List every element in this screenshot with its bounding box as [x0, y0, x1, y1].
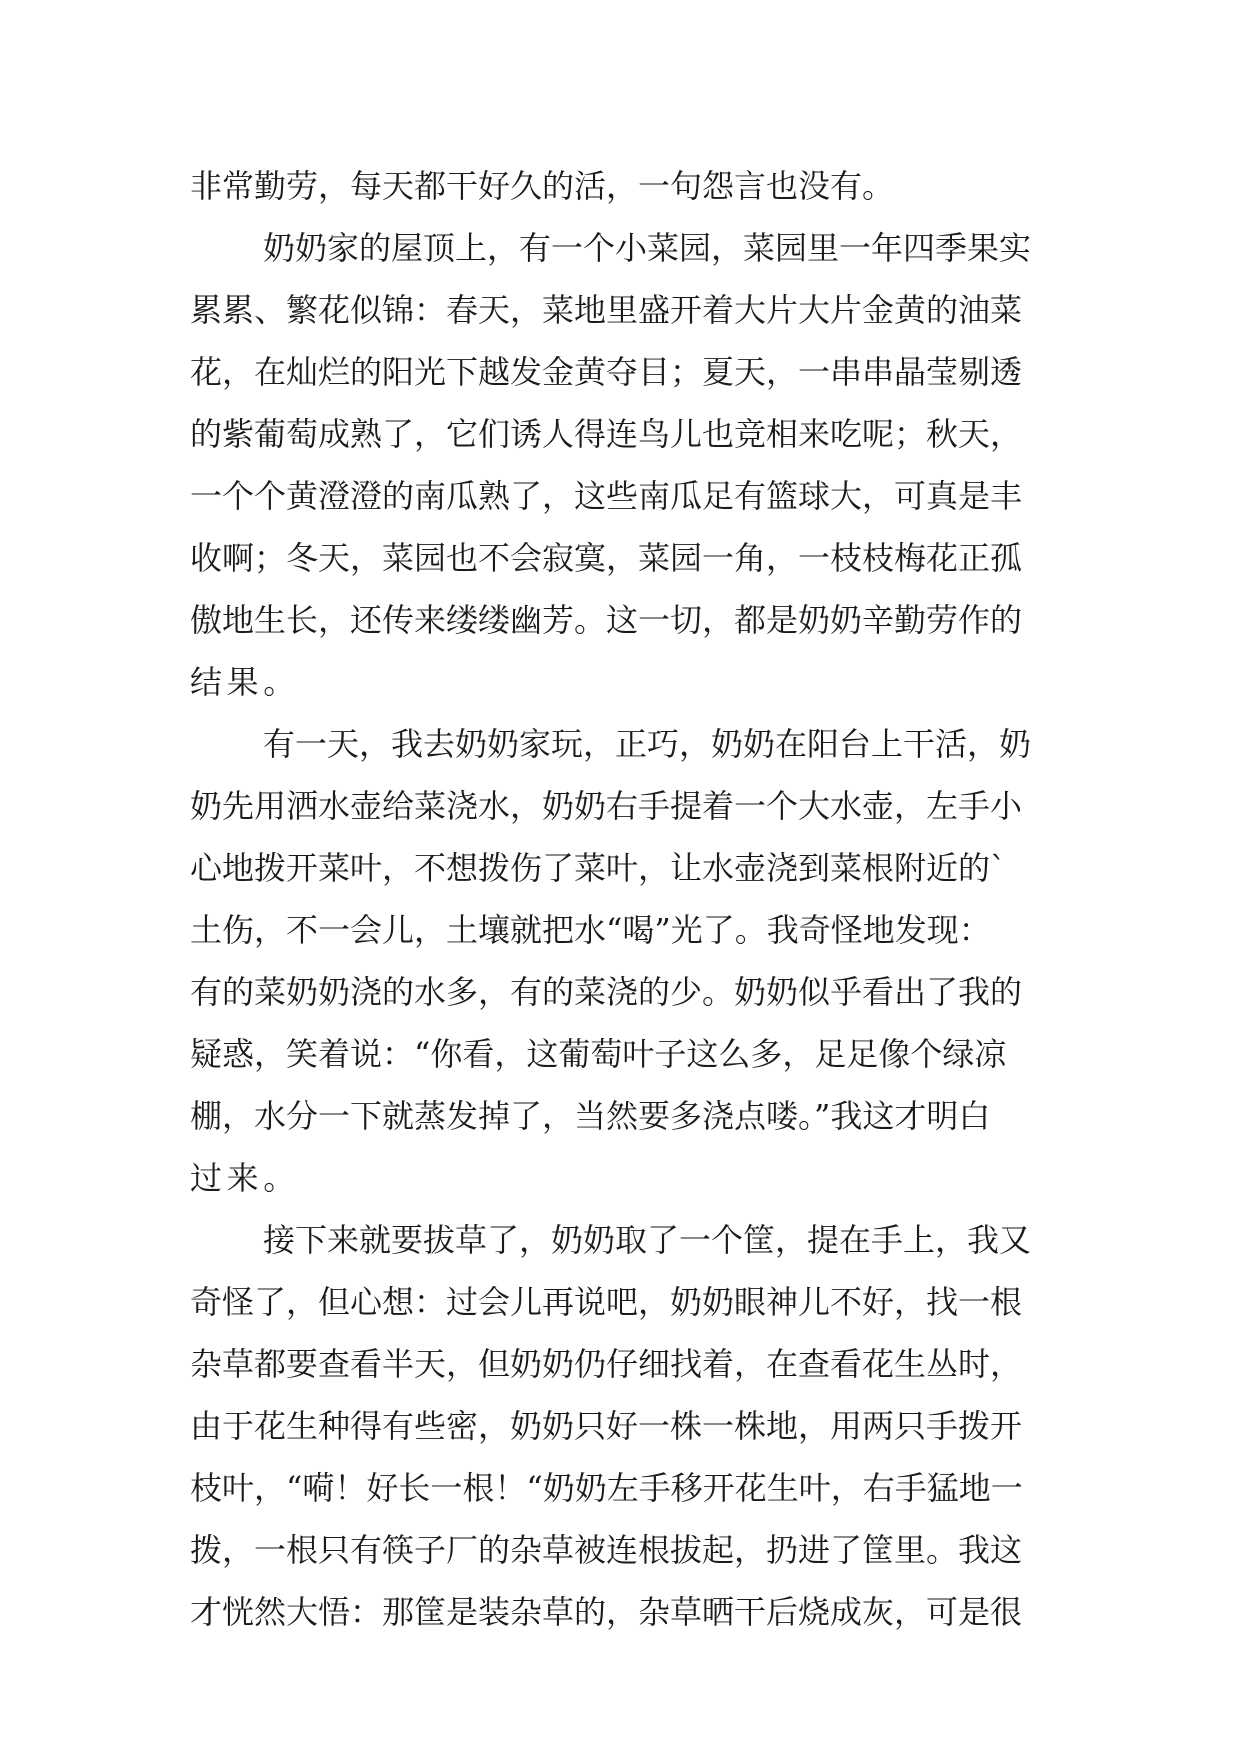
text-line: 结果。 — [190, 663, 300, 701]
text-line: 杂草都要查看半天，但奶奶仍仔细找着，在查看花生丛时， — [190, 1345, 1023, 1383]
paragraph-first-line: 奶奶家的屋顶上，有一个小菜园，菜园里一年四季果实 — [263, 229, 1032, 267]
text-line: 枝叶，“嗬！好长一根！“奶奶左手移开花生叶，右手猛地一 — [190, 1469, 1023, 1507]
text-line: 疑惑，笑着说：“你看，这葡萄叶子这么多，足足像个绿凉 — [190, 1035, 1007, 1073]
text-line: 有的菜奶奶浇的水多，有的菜浇的少。奶奶似乎看出了我的 — [190, 973, 1023, 1011]
text-line: 花，在灿烂的阳光下越发金黄夺目；夏天，一串串晶莹剔透 — [190, 353, 1023, 391]
text-line: 土伤，不一会儿，土壤就把水“喝”光了。我奇怪地发现： — [190, 911, 991, 949]
text-line: 心地拨开菜叶，不想拨伤了菜叶，让水壶浇到菜根附近的` — [190, 849, 1007, 887]
paragraph-first-line: 有一天，我去奶奶家玩，正巧，奶奶在阳台上干活，奶 — [263, 725, 1032, 763]
text-line: 才恍然大悟：那筐是装杂草的，杂草晒干后烧成灰，可是很 — [190, 1593, 1023, 1631]
text-line: 的紫葡萄成熟了，它们诱人得连鸟儿也竞相来吃呢；秋天， — [190, 415, 1023, 453]
essay-body — [190, 155, 1070, 1643]
paragraph-first-line: 接下来就要拔草了，奶奶取了一个筐，提在手上，我又 — [263, 1221, 1032, 1259]
text-line: 累累、繁花似锦：春天，菜地里盛开着大片大片金黄的油菜 — [190, 291, 1023, 329]
text-line: 非常勤劳，每天都干好久的活，一句怨言也没有。 — [190, 167, 895, 205]
text-line: 由于花生种得有些密，奶奶只好一株一株地，用两只手拨开 — [190, 1407, 1023, 1445]
text-line: 奇怪了，但心想：过会儿再说吧，奶奶眼神儿不好，找一根 — [190, 1283, 1023, 1321]
text-line: 收啊；冬天，菜园也不会寂寞，菜园一角，一枝枝梅花正孤 — [190, 539, 1023, 577]
text-line: 拨，一根只有筷子厂的杂草被连根拔起，扔进了筐里。我这 — [190, 1531, 1023, 1569]
text-line: 过来。 — [190, 1159, 300, 1197]
text-line: 奶先用洒水壶给菜浇水，奶奶右手提着一个大水壶，左手小 — [190, 787, 1023, 825]
text-line: 傲地生长，还传来缕缕幽芳。这一切，都是奶奶辛勤劳作的 — [190, 601, 1023, 639]
text-line: 棚，水分一下就蒸发掉了，当然要多浇点喽。”我这才明白 — [190, 1097, 991, 1135]
text-line: 一个个黄澄澄的南瓜熟了，这些南瓜足有篮球大，可真是丰 — [190, 477, 1023, 515]
